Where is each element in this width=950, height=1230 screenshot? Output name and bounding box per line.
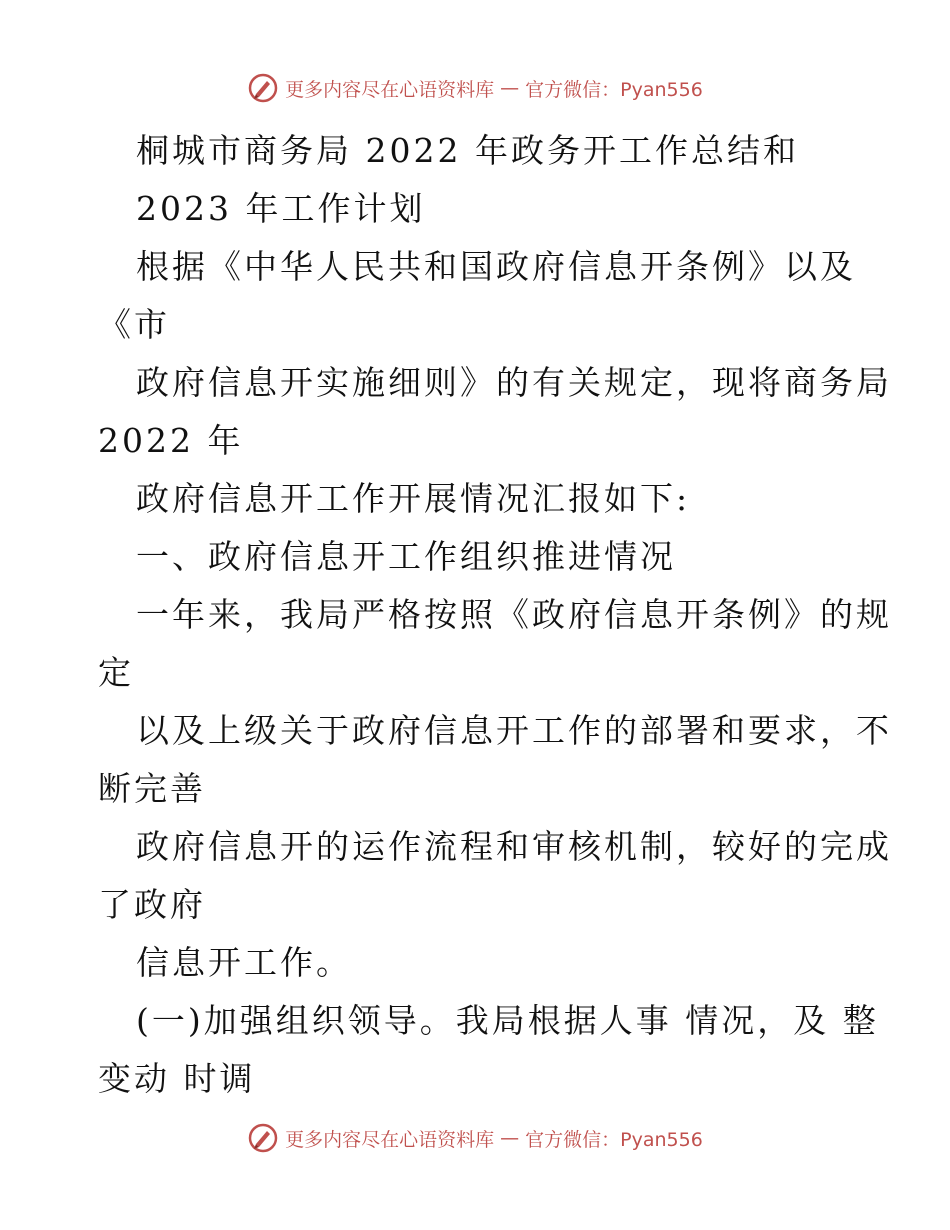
paragraph-line: 2022 年 xyxy=(98,421,244,460)
paragraph-line: 政府信息开工作开展情况汇报如下: xyxy=(136,479,691,518)
watermark-dash: — xyxy=(500,1127,520,1149)
paragraph-line: 《市 xyxy=(98,305,170,344)
watermark-contact: 官方微信：Pyan556 xyxy=(525,78,703,101)
paragraph-line: 变动 时调 xyxy=(98,1059,256,1098)
document-body xyxy=(98,122,892,1108)
pen-seal-icon xyxy=(247,1122,279,1154)
section-heading: 一、政府信息开工作组织推进情况 xyxy=(136,537,676,576)
watermark-text: 更多内容尽在心语资料库 xyxy=(285,1128,495,1151)
paragraph-line: 政府信息开实施细则》的有关规定，现将商务局 xyxy=(136,363,892,402)
paragraph-line: (一)加强组织领导。我局根据人事 情况，及 整 xyxy=(136,1001,879,1040)
paragraph-line: 根据《中华人民共和国政府信息开条例》以及 xyxy=(136,247,856,286)
watermark-footer xyxy=(0,1122,950,1154)
paragraph-line: 信息开工作。 xyxy=(136,943,352,982)
paragraph-line: 定 xyxy=(98,653,134,692)
pen-seal-icon xyxy=(247,72,279,104)
watermark-dash: — xyxy=(500,77,520,99)
paragraph-line: 断完善 xyxy=(98,769,206,808)
paragraph-line: 政府信息开的运作流程和审核机制，较好的完成 xyxy=(136,827,892,866)
doc-title-line-1: 桐城市商务局 2022 年政务开工作总结和 xyxy=(136,131,799,170)
paragraph-line: 以及上级关于政府信息开工作的部署和要求，不 xyxy=(136,711,892,750)
watermark-contact: 官方微信：Pyan556 xyxy=(525,1128,703,1151)
paragraph-line: 了政府 xyxy=(98,885,206,924)
watermark-header xyxy=(0,72,950,104)
watermark-text: 更多内容尽在心语资料库 xyxy=(285,78,495,101)
doc-title-line-2: 2023 年工作计划 xyxy=(136,189,426,228)
paragraph-line: 一年来，我局严格按照《政府信息开条例》的规 xyxy=(136,595,892,634)
